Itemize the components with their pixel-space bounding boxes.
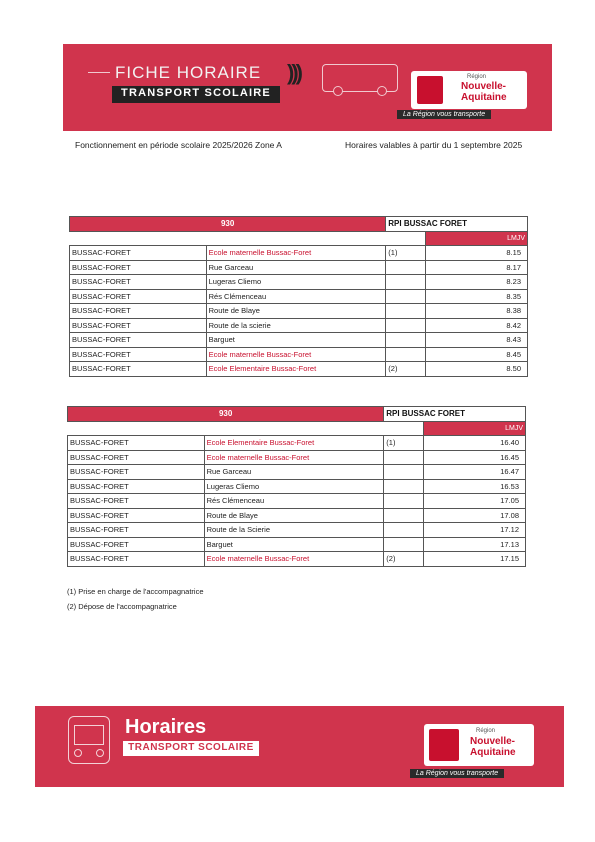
commune-cell: BUSSAC-FORET [68,436,205,451]
table-row [70,246,528,261]
commune-cell: BUSSAC-FORET [70,260,207,275]
commune-cell: BUSSAC-FORET [68,552,205,567]
note-cell [384,523,424,538]
note-cell [384,450,424,465]
time-cell: 16.53 [424,479,526,494]
footer-title: Horaires [125,716,207,738]
time-cell: 17.05 [424,494,526,509]
stop-cell: Ecole maternelle Bussac-Foret [204,552,384,567]
note-cell [386,318,426,333]
stop-cell: Ecole Elementaire Bussac-Foret [204,436,384,451]
note-cell [384,537,424,552]
sound-waves-icon: ))) [287,60,300,85]
footer-region-logo [424,724,534,766]
line-number: 930 [68,407,384,422]
stop-cell: Ecole maternelle Bussac-Foret [206,347,386,362]
table-row [68,508,526,523]
stop-cell: Ecole maternelle Bussac-Foret [206,246,386,261]
commune-cell: BUSSAC-FORET [68,494,205,509]
time-cell: 17.15 [424,552,526,567]
note-cell: (2) [386,362,426,377]
time-cell: 8.15 [426,246,528,261]
days-label: LMJV [426,231,528,246]
table-row [70,333,528,348]
time-cell: 8.38 [426,304,528,319]
note-cell [386,347,426,362]
table-row [68,494,526,509]
table-row [70,275,528,290]
bus-icon [322,64,398,92]
table-days-row [68,421,526,436]
time-cell: 8.45 [426,347,528,362]
commune-cell: BUSSAC-FORET [70,333,207,348]
stop-cell: Rue Garceau [204,465,384,480]
table-row [68,479,526,494]
commune-cell: BUSSAC-FORET [68,479,205,494]
time-cell: 8.17 [426,260,528,275]
commune-cell: BUSSAC-FORET [70,289,207,304]
period-info: Fonctionnement en période scolaire 2025/2026 Zone A [75,140,282,150]
stop-cell: Lugeras Cliemo [206,275,386,290]
commune-cell: BUSSAC-FORET [68,523,205,538]
time-cell: 8.35 [426,289,528,304]
table-row [68,450,526,465]
header-tagline: La Région vous transporte [397,110,491,119]
commune-cell: BUSSAC-FORET [70,304,207,319]
time-cell: 17.12 [424,523,526,538]
route-name: RPI BUSSAC FORET [386,217,528,232]
time-cell: 16.45 [424,450,526,465]
table-row [68,552,526,567]
table-row [70,362,528,377]
commune-cell: BUSSAC-FORET [68,537,205,552]
note-cell [386,333,426,348]
time-cell: 16.47 [424,465,526,480]
time-cell: 8.42 [426,318,528,333]
stop-cell: Route de Blaye [204,508,384,523]
validity-info: Horaires valables à partir du 1 septembre 2025 [345,140,523,150]
stop-cell: Route de la Scierie [204,523,384,538]
time-cell: 8.50 [426,362,528,377]
commune-cell: BUSSAC-FORET [68,465,205,480]
stop-cell: Rés Clémenceau [204,494,384,509]
time-cell: 17.13 [424,537,526,552]
table-header-row [68,407,526,422]
logo-name-line1: Nouvelle- [461,81,507,92]
decorative-line [88,72,110,73]
table-row [68,537,526,552]
stop-cell: Route de Blaye [206,304,386,319]
stop-cell: Route de la scierie [206,318,386,333]
days-label: LMJV [424,421,526,436]
table-row [68,436,526,451]
note-cell [384,479,424,494]
bus-front-icon [68,716,110,764]
note-cell [384,465,424,480]
note-cell [386,304,426,319]
time-cell: 16.40 [424,436,526,451]
note-cell: (2) [384,552,424,567]
commune-cell: BUSSAC-FORET [68,508,205,523]
time-cell: 8.43 [426,333,528,348]
note-cell: (1) [384,436,424,451]
stop-cell: Rés Clémenceau [206,289,386,304]
footnote-2: (2) Dépose de l'accompagnatrice [67,602,177,611]
logo-name-line1: Nouvelle- [470,736,516,747]
table-row [70,304,528,319]
stop-cell: Barguet [206,333,386,348]
note-cell: (1) [386,246,426,261]
note-cell [386,289,426,304]
schedule-table-morning [69,216,528,377]
note-cell [386,275,426,290]
line-number: 930 [70,217,386,232]
stop-cell: Lugeras Cliemo [204,479,384,494]
footer-subtitle: TRANSPORT SCOLAIRE [128,742,254,753]
time-cell: 8.23 [426,275,528,290]
note-cell [386,260,426,275]
table-row [70,347,528,362]
stop-cell: Rue Garceau [206,260,386,275]
stop-cell: Ecole Elementaire Bussac-Foret [206,362,386,377]
table-row [68,465,526,480]
logo-region-label: Région [476,728,496,734]
stop-cell: Barguet [204,537,384,552]
time-cell: 17.08 [424,508,526,523]
commune-cell: BUSSAC-FORET [68,450,205,465]
logo-name-line2: Aquitaine [470,747,516,758]
commune-cell: BUSSAC-FORET [70,362,207,377]
footnote-1: (1) Prise en charge de l'accompagnatrice [67,587,204,596]
header-title: FICHE HORAIRE [115,63,262,82]
header-subtitle: TRANSPORT SCOLAIRE [121,87,271,99]
table-days-row [70,231,528,246]
route-name: RPI BUSSAC FORET [384,407,526,422]
lion-emblem-icon [417,76,443,104]
stop-cell: Ecole maternelle Bussac-Foret [204,450,384,465]
commune-cell: BUSSAC-FORET [70,318,207,333]
logo-name-line2: Aquitaine [461,92,507,103]
table-row [70,289,528,304]
note-cell [384,508,424,523]
footer-tagline: La Région vous transporte [410,769,504,778]
table-row [70,260,528,275]
table-header-row [70,217,528,232]
note-cell [384,494,424,509]
region-logo [411,71,527,109]
logo-region-label: Région [467,74,487,80]
schedule-table-afternoon [67,406,526,567]
commune-cell: BUSSAC-FORET [70,275,207,290]
table-row [70,318,528,333]
commune-cell: BUSSAC-FORET [70,347,207,362]
table-row [68,523,526,538]
lion-emblem-icon [429,729,459,761]
commune-cell: BUSSAC-FORET [70,246,207,261]
